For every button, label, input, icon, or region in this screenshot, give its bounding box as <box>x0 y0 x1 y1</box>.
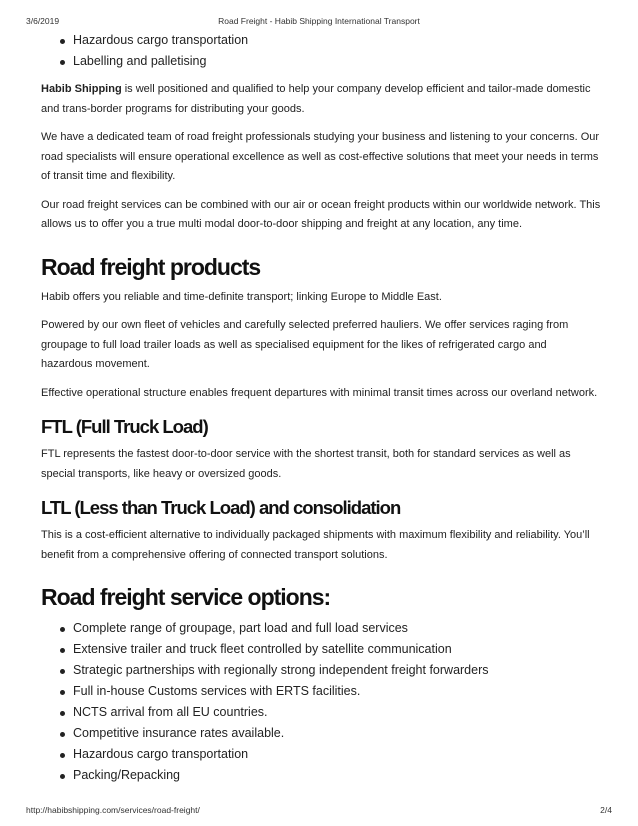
print-date: 3/6/2019 <box>26 16 60 26</box>
products-paragraph-3: Effective operational structure enables frequent departures with minimal transit times across our overland network. <box>41 386 598 399</box>
print-header <box>26 16 612 28</box>
intro-paragraph-1-text: is well positioned and qualified to help your company develop efficient and tailor-made domestic and trans-border programs for distributing your goods. <box>41 83 591 115</box>
print-footer <box>26 805 612 817</box>
ltl-heading: LTL (Less than Truck Load) and consolidation <box>41 497 401 518</box>
products-heading: Road freight products <box>41 253 261 280</box>
list-item: Hazardous cargo transportation <box>41 744 601 765</box>
brand-name: Habib Shipping <box>41 83 122 95</box>
options-bullet-list <box>41 618 601 786</box>
list-item: Strategic partnerships with regionally strong independent freight forwarders <box>41 660 601 681</box>
products-paragraph-1: Habib offers you reliable and time-definite transport; linking Europe to Middle East. <box>41 290 442 303</box>
list-item: Competitive insurance rates available. <box>41 723 601 744</box>
page-content <box>41 30 601 786</box>
products-paragraph-2: Powered by our own fleet of vehicles and carefully selected preferred hauliers. We offer services raging from groupage to full load trailer loads as well as specialised equipment for the likes of refrigerated cargo and hazardous movement. <box>41 319 569 370</box>
intro-paragraph-2: We have a dedicated team of road freight professionals studying your business and listening to your concerns. Our road specialists will ensure operational excellence as well as cost-effective solutions that meet your needs in terms of transit time and flexibility. <box>41 131 600 182</box>
options-heading: Road freight service options: <box>41 584 331 610</box>
ftl-paragraph: FTL represents the fastest door-to-door service with the shortest transit, both for standard services as well as special transports, like heavy or oversized goods. <box>41 448 571 480</box>
print-page-title: Road Freight - Habib Shipping International Transport <box>218 16 420 26</box>
page-number: 2/4 <box>600 805 612 815</box>
list-item: Labelling and palletising <box>41 51 601 72</box>
list-item: NCTS arrival from all EU countries. <box>41 702 601 723</box>
ftl-heading: FTL (Full Truck Load) <box>41 416 208 437</box>
page-url[interactable]: http://habibshipping.com/services/road-freight/ <box>26 805 200 815</box>
list-item: Complete range of groupage, part load and full load services <box>41 618 601 639</box>
list-item: Extensive trailer and truck fleet controlled by satellite communication <box>41 639 601 660</box>
list-item: Packing/Repacking <box>41 765 601 786</box>
list-item: Hazardous cargo transportation <box>41 30 601 51</box>
intro-paragraph-3: Our road freight services can be combined with our air or ocean freight products within our worldwide network. This allows us to offer you a true multi modal door-to-door shipping and freight at any location, any time. <box>41 198 601 230</box>
top-bullet-list <box>41 30 601 72</box>
list-item: Full in-house Customs services with ERTS facilities. <box>41 681 601 702</box>
intro-paragraph-1 <box>41 80 601 119</box>
ltl-paragraph: This is a cost-efficient alternative to individually packaged shipments with maximum flexibility and reliability. You’ll benefit from a comprehensive offering of connected transport solutions. <box>41 529 590 561</box>
